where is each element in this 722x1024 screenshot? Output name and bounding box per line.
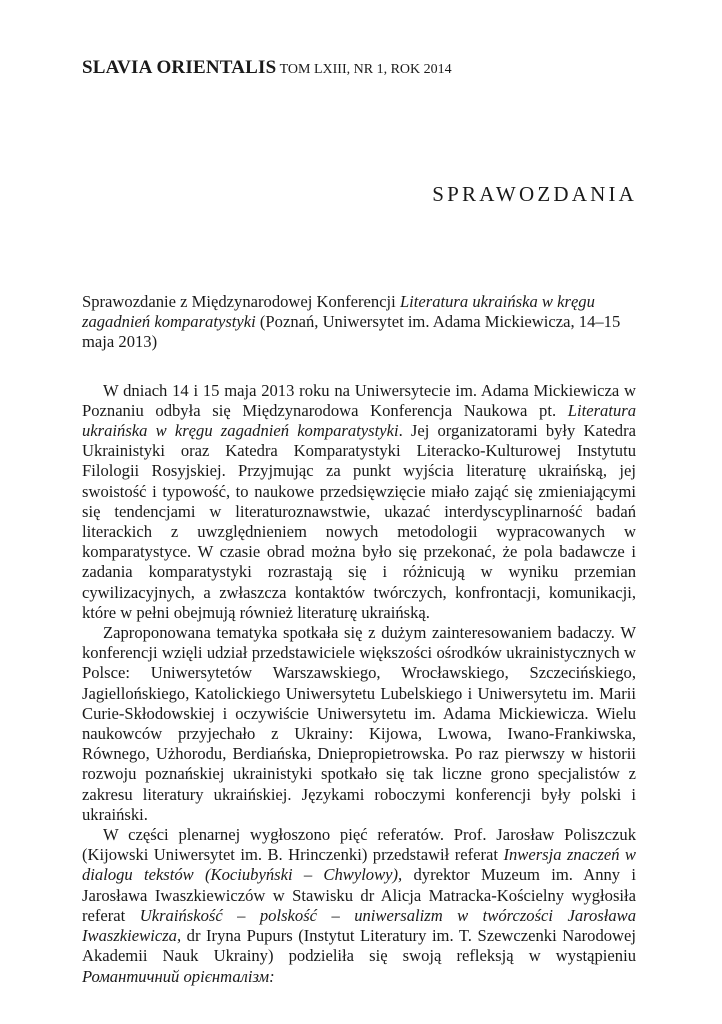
running-header [82,58,452,80]
conference-title: Literatura ukraińska w kręgu zagadnień komparatystyki [82,400,636,441]
paragraph-2: Zaproponowana tematyka spotkała się z dużym zainteresowaniem badaczy. W konferencji wzięli udział przedstawiciele większości ośrodków ukrainistycznych w Polsce: Uniwersytetów Warszawskiego, Wrocławskiego, Szczecińskiego, Jagiellońskiego, Katolickiego Uniwersytetu Lubelskiego i Uniwersytetu im. Marii Curie-Skłodowskiej i oczywiście Uniwersytetu im. Adama Mickiewicza. Wielu naukowców przyjechało z Ukrainy: Kijowa, Lwowa, Iwano-Frankiwska, Równego, Użhorodu, Berdiańska, Dniepropietrowska. Po raz pierwszy w historii rozwoju poznańskiej ukrainistyki spotkało się tak liczne grono specjalistów z zakresu literatury ukraińskiej. Językami roboczymi konferencji były polski i ukraiński. [82,623,636,824]
journal-title: SLAVIA ORIENTALIS [82,57,277,78]
text-run: W części plenarnej wygłoszono pięć referatów. Prof. Jarosław Poliszczuk (Kijowski Uniwersytet im. B. Hrinczenki) przedstawił referat [82,825,636,865]
lecture-title: Романтичний орієнталізм: [82,966,275,986]
conference-title: Literatura ukraińska w kręgu zagadnień komparatystyki [82,292,595,332]
report-title-part: Sprawozdanie z Międzynarodowej Konferencji [82,292,400,311]
text-run: dr Iryna Pupurs (Instytut Literatury im. T. Szewczenki Narodowej Akademii Nauk Ukrainy) podzieliła się swoją refleksją w wystąpieniu [82,926,636,966]
report-title [82,292,636,353]
text-run: dyrektor Muzeum im. Anny i Jarosława Iwaszkiewiczów w Stawisku dr Alicja Matracka-Kościelny wygłosiła referat [82,865,636,925]
report-title-part: (Poznań, Uniwersytet im. Adama Mickiewicza, 14–15 maja 2013) [82,312,621,352]
section-title: SPRAWOZDANIA [432,182,637,206]
lecture-title: Ukraińskość – polskość – uniwersalizm w twórczości Jarosława Iwaszkiewicza, [82,905,636,946]
text-run: W dniach 14 i 15 maja 2013 roku na Uniwersytecie im. Adama Mickiewicza w Poznaniu odbyła się Międzynarodowa Konferencja Naukowa pt. [82,380,636,420]
text-run: . Jej organizatorami były Katedra Ukrainistyki oraz Katedra Komparatystyki Literacko-Kulturowej Instytutu Filologii Rosyjskiej. Przyjmując za punkt wyjścia literaturę ukraińską, jej swoistość i typowość, to naukowe przedsięwzięcie miało zająć się zmieniającymi się tendencjami w literaturoznawstwie, ukazać interdyscyplinarność badań literackich z uwzględnieniem nowych metodologii wypracowanych w komparatystyce. W czasie obrad można było się przekonać, że pola badawcze i zadania komparatystyki rozrastają się i różnicują w wyniku przemian cywilizacyjnych, a zwłaszcza kontaktów twórczych, konfrontacji, komunikacji, które w pełni obejmują również literaturę ukraińską. [82,421,636,622]
paragraph-3 [82,825,636,987]
paragraph-1 [82,381,636,623]
lecture-title: Inwersja znaczeń w dialogu tekstów (Kociubyński – Chwylowy), [82,845,636,885]
article-body [82,292,636,987]
journal-issue: TOM LXIII, NR 1, ROK 2014 [279,62,452,77]
